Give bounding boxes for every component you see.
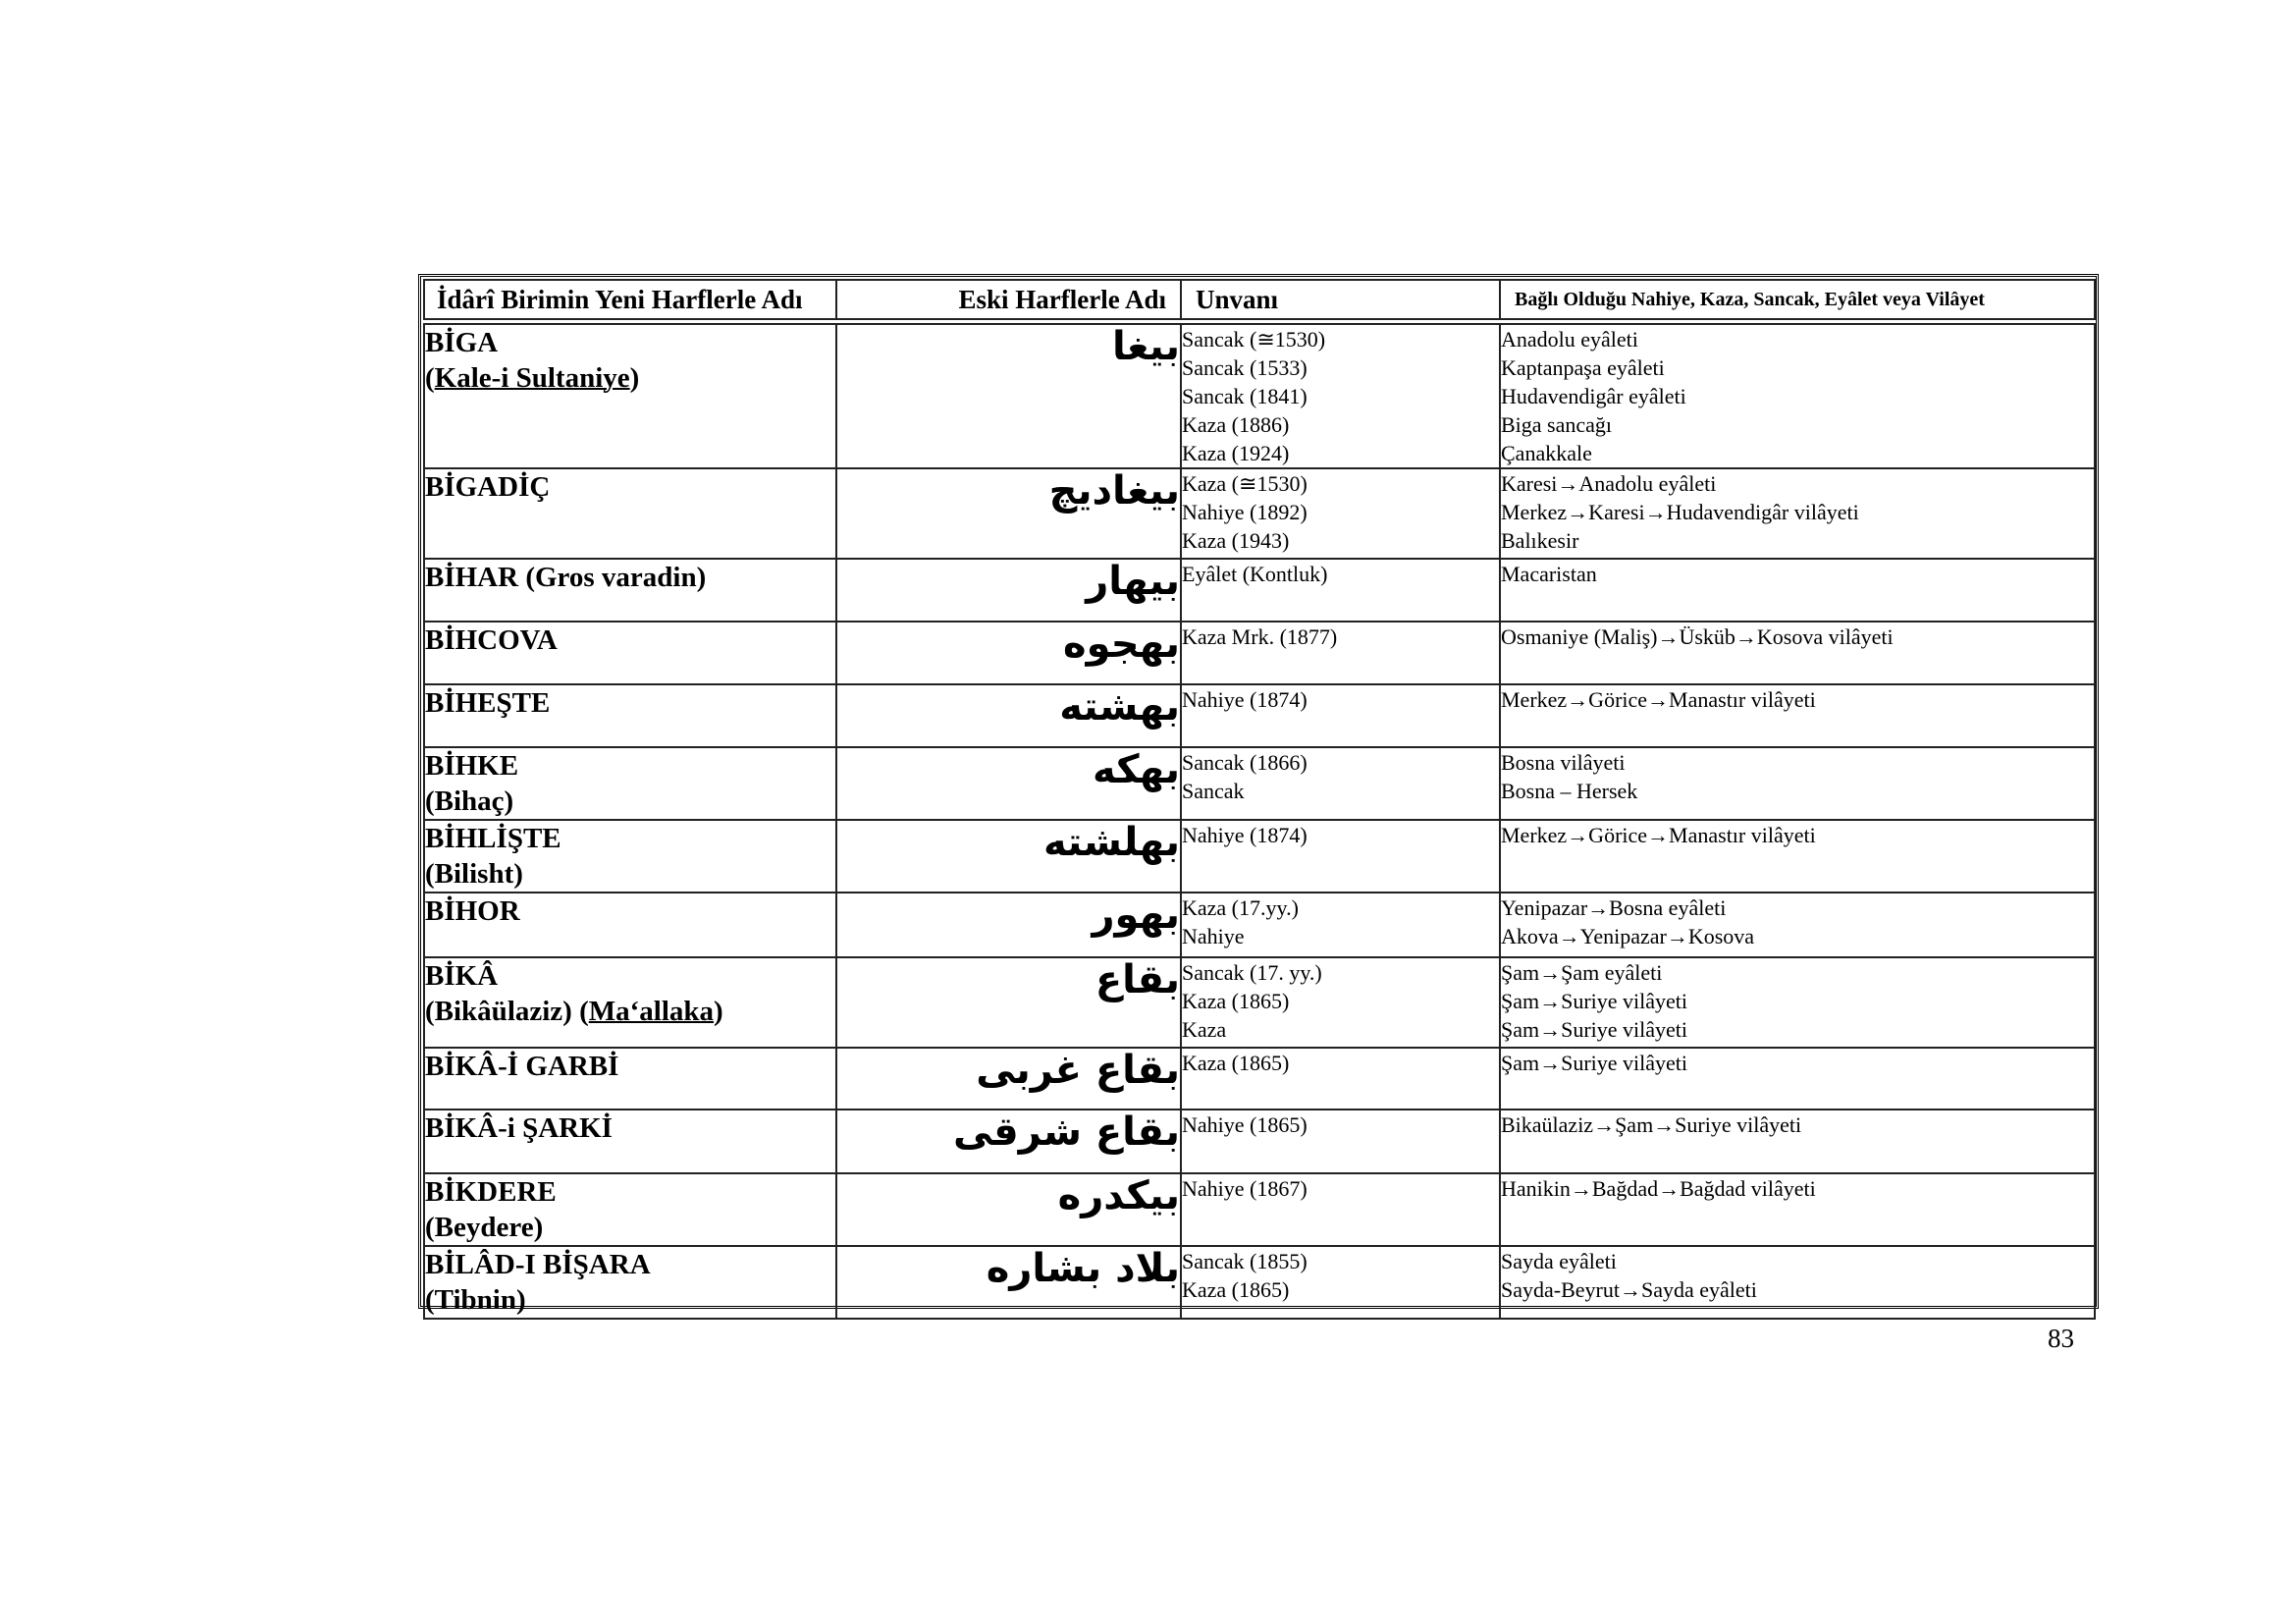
title-cell (1181, 820, 1500, 893)
parent-cell (1500, 468, 2095, 559)
table-row (424, 468, 2095, 559)
page-number: 83 (2048, 1324, 2074, 1353)
title-line: Kaza (1924) (1182, 441, 1290, 465)
parent-line: Şam→Şam eyâleti (1501, 960, 1663, 985)
unit-name: BİHKE (425, 750, 519, 782)
unit-name: BİHLİŞTE (425, 823, 561, 854)
old-script-cell: بيكدره (836, 1173, 1181, 1246)
title-line: Sancak (≅1530) (1182, 327, 1326, 352)
table-row (424, 559, 2095, 622)
parent-line: Hudavendigâr eyâleti (1501, 384, 1686, 408)
unit-alt-name (425, 360, 835, 396)
title-line: Kaza (1182, 1017, 1227, 1042)
unit-name: BİKÂ-i ŞARKİ (425, 1112, 613, 1144)
parent-line: Merkez→Karesi→Hudavendigâr vilâyeti (1501, 500, 1859, 524)
parent-cell (1500, 684, 2095, 747)
parent-cell (1500, 1048, 2095, 1110)
header-name: İdârî Birimin Yeni Harflerle Adı (424, 280, 836, 319)
parent-cell (1500, 820, 2095, 893)
title-cell (1181, 622, 1500, 684)
old-script-cell: بهجوه (836, 622, 1181, 684)
table-row (424, 1173, 2095, 1246)
title-cell (1181, 324, 1500, 468)
unit-name-cell (424, 684, 836, 747)
old-script-cell: بقاع شرقى (836, 1110, 1181, 1173)
table-row (424, 820, 2095, 893)
title-line: Nahiye (1874) (1182, 823, 1308, 847)
unit-name: BİKÂ-İ GARBİ (425, 1051, 619, 1082)
parent-line: Çanakkale (1501, 441, 1592, 465)
parent-cell (1500, 559, 2095, 622)
old-script-cell: بقاع غربى (836, 1048, 1181, 1110)
old-script-cell: بيغاديچ (836, 468, 1181, 559)
unit-name: BİHOR (425, 895, 520, 927)
parent-line: Akova→Yenipazar→Kosova (1501, 924, 1755, 948)
table-row (424, 1246, 2095, 1319)
title-line: Nahiye (1874) (1182, 687, 1308, 712)
parent-line: Sayda-Beyrut→Sayda eyâleti (1501, 1277, 1757, 1302)
title-line: Nahiye (1865) (1182, 1112, 1308, 1137)
old-script-cell: بيغا (836, 324, 1181, 468)
unit-name: BİHAR (Gros varadin) (425, 562, 707, 593)
title-line: Nahiye (1182, 924, 1245, 948)
parent-line: Şam→Suriye vilâyeti (1501, 989, 1688, 1013)
parent-cell (1500, 324, 2095, 468)
title-line: Kaza (1865) (1182, 1277, 1290, 1302)
unit-name: BİKDERE (425, 1176, 557, 1208)
parent-cell (1500, 622, 2095, 684)
unit-name-cell (424, 559, 836, 622)
table-row (424, 747, 2095, 820)
parent-line: Bosna – Hersek (1501, 779, 1638, 803)
old-script-cell: بيهار (836, 559, 1181, 622)
unit-name-cell (424, 1173, 836, 1246)
unit-name: BİHCOVA (425, 624, 558, 656)
parent-line: Hanikin→Bağdad→Bağdad vilâyeti (1501, 1176, 1816, 1201)
unit-name-cell (424, 747, 836, 820)
title-line: Kaza (1886) (1182, 412, 1290, 437)
table-row (424, 1110, 2095, 1173)
parent-line: Anadolu eyâleti (1501, 327, 1638, 352)
table-row (424, 324, 2095, 468)
title-cell (1181, 684, 1500, 747)
parent-line: Bikaülaziz→Şam→Suriye vilâyeti (1501, 1112, 1802, 1137)
unit-name-cell (424, 324, 836, 468)
title-line: Kaza (17.yy.) (1182, 895, 1299, 920)
title-line: Kaza Mrk. (1877) (1182, 624, 1338, 649)
header-parent: Bağlı Olduğu Nahiye, Kaza, Sancak, Eyâlet veya Vilâyet (1500, 280, 2095, 319)
unit-name-cell (424, 1246, 836, 1319)
title-cell (1181, 1246, 1500, 1319)
parent-cell (1500, 1246, 2095, 1319)
title-line: Kaza (1865) (1182, 989, 1290, 1013)
old-script-cell: بقاع (836, 957, 1181, 1048)
header-old-script: Eski Harflerle Adı (836, 280, 1181, 319)
table-row (424, 893, 2095, 957)
parent-line: Sayda eyâleti (1501, 1249, 1617, 1273)
old-script-cell: بهكه (836, 747, 1181, 820)
alt-suffix: ) (629, 362, 640, 394)
table-row (424, 684, 2095, 747)
title-line: Sancak (1841) (1182, 384, 1308, 408)
parent-line: Karesi→Anadolu eyâleti (1501, 471, 1717, 496)
unit-name-cell (424, 622, 836, 684)
unit-alt-name (425, 994, 835, 1029)
unit-name: BİGA (425, 327, 499, 358)
unit-name-cell (424, 1110, 836, 1173)
table-row (424, 957, 2095, 1048)
old-script-cell: بهلشته (836, 820, 1181, 893)
parent-line: Merkez→Görice→Manastır vilâyeti (1501, 823, 1816, 847)
parent-line: Şam→Suriye vilâyeti (1501, 1051, 1688, 1075)
title-line: Sancak (17. yy.) (1182, 960, 1322, 985)
unit-name: BİLÂD-I BİŞARA (425, 1249, 651, 1280)
unit-name: BİHEŞTE (425, 687, 551, 719)
unit-alt-name: (Bilisht) (425, 858, 523, 890)
title-cell (1181, 893, 1500, 957)
title-line: Nahiye (1892) (1182, 500, 1308, 524)
title-cell (1181, 1048, 1500, 1110)
old-script-cell: بلاد بشاره (836, 1246, 1181, 1319)
alt-underlined: Kale-i Sultaniye (434, 362, 630, 394)
unit-name-cell (424, 820, 836, 893)
title-line: Kaza (1865) (1182, 1051, 1290, 1075)
parent-cell (1500, 747, 2095, 820)
old-script-cell: بهور (836, 893, 1181, 957)
unit-name-cell (424, 468, 836, 559)
title-line: Sancak (1866) (1182, 750, 1308, 775)
alt-suffix: ) (714, 996, 723, 1027)
title-cell (1181, 1110, 1500, 1173)
unit-alt-name: (Tibnin) (425, 1284, 526, 1316)
alt-underlined: Ma‘allaka (588, 996, 715, 1027)
parent-cell (1500, 957, 2095, 1048)
parent-line: Macaristan (1501, 562, 1597, 586)
parent-cell (1500, 893, 2095, 957)
parent-cell (1500, 1110, 2095, 1173)
unit-name: BİKÂ (425, 960, 499, 992)
unit-name-cell (424, 1048, 836, 1110)
parent-line: Merkez→Görice→Manastır vilâyeti (1501, 687, 1816, 712)
title-cell (1181, 747, 1500, 820)
parent-line: Osmaniye (Maliş)→Üsküb→Kosova vilâyeti (1501, 624, 1894, 649)
unit-alt-name: (Bihaç) (425, 785, 514, 817)
title-cell (1181, 1173, 1500, 1246)
title-line: Sancak (1182, 779, 1245, 803)
title-line: Sancak (1855) (1182, 1249, 1308, 1273)
title-cell (1181, 559, 1500, 622)
unit-alt-name: (Beydere) (425, 1212, 544, 1243)
title-cell (1181, 957, 1500, 1048)
parent-line: Yenipazar→Bosna eyâleti (1501, 895, 1727, 920)
alt-prefix: (Bikâülaziz) ( (425, 996, 589, 1027)
title-line: Kaza (≅1530) (1182, 471, 1308, 496)
parent-line: Biga sancağı (1501, 412, 1613, 437)
alt-prefix: ( (425, 362, 435, 394)
parent-line: Kaptanpaşa eyâleti (1501, 355, 1665, 380)
unit-name: BİGADİÇ (425, 471, 551, 503)
parent-line: Bosna vilâyeti (1501, 750, 1626, 775)
title-line: Eyâlet (Kontluk) (1182, 562, 1328, 586)
unit-name-cell (424, 957, 836, 1048)
header-title: Unvanı (1181, 280, 1500, 319)
parent-line: Balıkesir (1501, 528, 1579, 553)
old-script-cell: بهشته (836, 684, 1181, 747)
parent-line: Şam→Suriye vilâyeti (1501, 1017, 1688, 1042)
title-line: Nahiye (1867) (1182, 1176, 1308, 1201)
parent-cell (1500, 1173, 2095, 1246)
administrative-units-table (423, 279, 2096, 1320)
title-line: Kaza (1943) (1182, 528, 1290, 553)
title-cell (1181, 468, 1500, 559)
unit-name-cell (424, 893, 836, 957)
table-row (424, 622, 2095, 684)
table-row (424, 1048, 2095, 1110)
title-line: Sancak (1533) (1182, 355, 1308, 380)
table-header-row (424, 280, 2095, 319)
